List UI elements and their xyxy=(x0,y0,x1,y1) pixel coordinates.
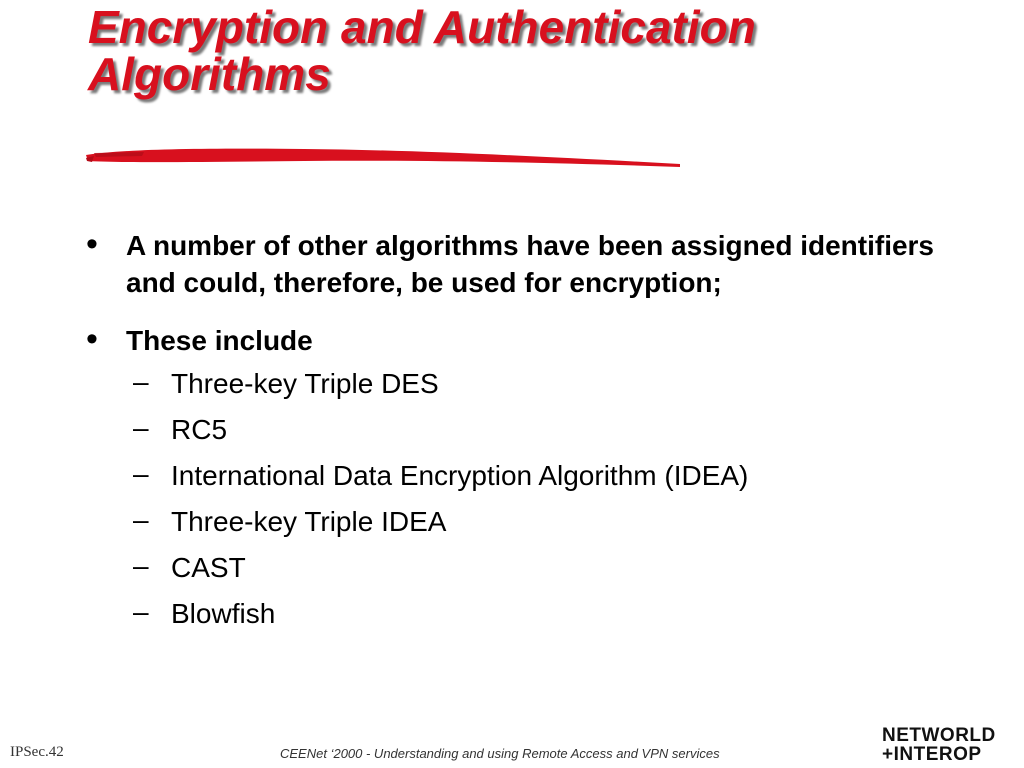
sub-item-text: Three-key Triple DES xyxy=(171,367,439,399)
bullet-dot-icon: • xyxy=(86,225,98,263)
sub-list-item xyxy=(86,458,956,504)
sub-item-text: RC5 xyxy=(171,413,228,445)
sub-item-text: International Data Encryption Algorithm (IDEA) xyxy=(171,459,749,491)
bullet-text: A number of other algorithms have been assigned identifiers and could, therefore, be used for encryption; xyxy=(126,230,935,298)
dash-icon: – xyxy=(133,411,149,443)
footer-text: CEENet ‘2000 - Understanding and using Remote Access and VPN services xyxy=(280,746,720,761)
slide-content xyxy=(86,225,956,642)
slide-title-line-1: Encryption and Authentication xyxy=(88,1,756,53)
bullet-item xyxy=(86,320,956,360)
dash-icon: – xyxy=(133,457,149,489)
bullet-dot-icon: • xyxy=(86,320,98,358)
logo-line-1: NETWORLD xyxy=(882,725,996,746)
slide-title xyxy=(88,1,988,100)
dash-icon: – xyxy=(133,503,149,535)
sub-list-item xyxy=(86,550,956,596)
sub-list-item xyxy=(86,366,956,412)
sub-list xyxy=(86,366,956,642)
sub-item-text: Three-key Triple IDEA xyxy=(171,505,447,537)
dash-icon: – xyxy=(133,365,149,397)
sub-list-item xyxy=(86,412,956,458)
dash-icon: – xyxy=(133,595,149,627)
slide-title-line-2: Algorithms xyxy=(88,48,331,100)
networld-interop-logo xyxy=(882,726,1006,764)
bullet-item xyxy=(86,225,956,301)
sub-list-item xyxy=(86,504,956,550)
bullet-text: These include xyxy=(126,325,313,356)
sub-list-item xyxy=(86,596,956,642)
sub-item-text: CAST xyxy=(171,551,246,583)
slide-number: IPSec.42 xyxy=(10,744,64,760)
dash-icon: – xyxy=(133,549,149,581)
sub-item-text: Blowfish xyxy=(171,597,276,629)
brush-stroke-divider xyxy=(84,143,684,171)
logo-line-2: +INTEROP xyxy=(882,744,982,765)
